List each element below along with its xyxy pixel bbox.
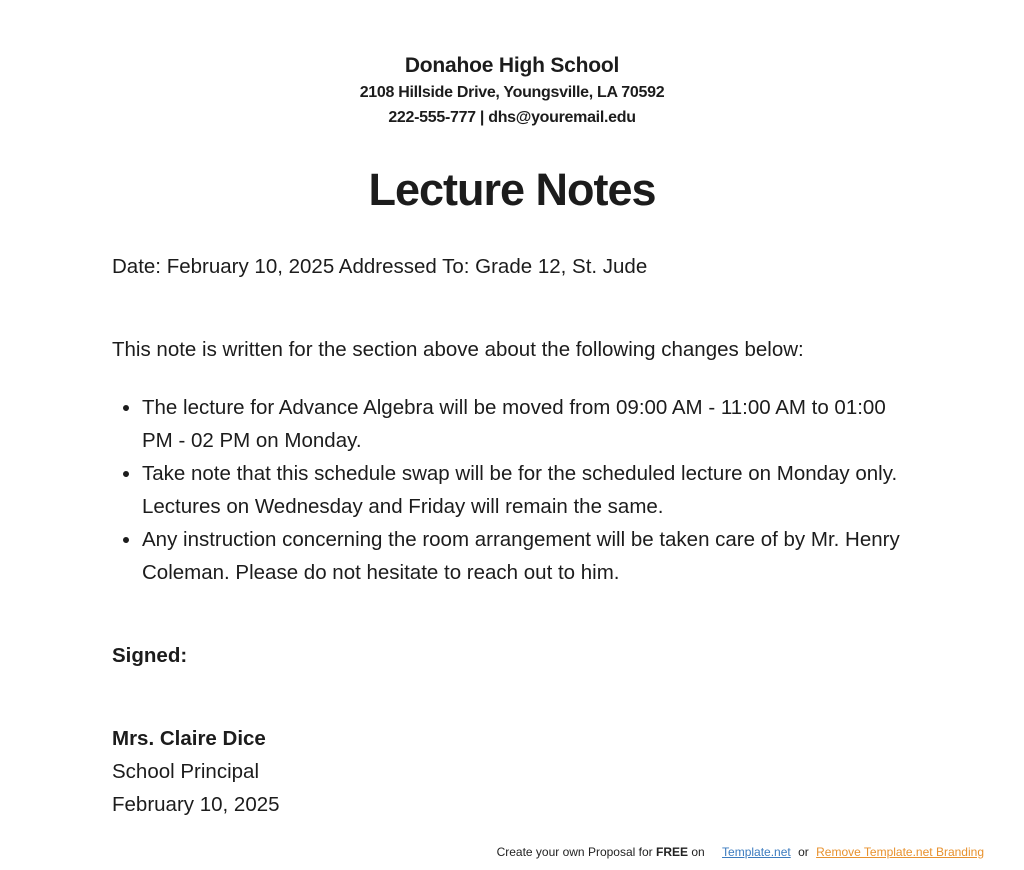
school-name: Donahoe High School bbox=[404, 54, 620, 77]
footer-free: FREE bbox=[655, 845, 688, 859]
footer-or: or bbox=[798, 845, 809, 859]
date-addressed-line: Date: February 10, 2025 Addressed To: Grade 12, St. Jude bbox=[112, 255, 648, 278]
list-item: • Any instruction concerning the room arrangement will be taken care of by Mr. Henry Coleman. Please do not hesitate to reach out to him. bbox=[142, 523, 917, 589]
signer-date: February 10, 2025 bbox=[112, 793, 280, 816]
letterhead bbox=[0, 52, 1024, 130]
signer-role: School Principal bbox=[112, 760, 259, 783]
signer-name: Mrs. Claire Dice bbox=[112, 727, 266, 750]
list-item: • The lecture for Advance Algebra will be moved from 09:00 AM - 11:00 AM to 01:00 PM - 02 PM on Monday. bbox=[142, 391, 917, 457]
footer-prefix: Create your own Proposal for bbox=[496, 845, 656, 859]
changes-list bbox=[112, 391, 917, 589]
template-footer bbox=[497, 843, 984, 861]
document-body bbox=[112, 250, 917, 821]
document-title: Lecture Notes bbox=[368, 164, 656, 215]
school-contact: 222-555-777 | dhs@youremail.edu bbox=[388, 109, 636, 126]
intro-paragraph: This note is written for the section above about the following changes below: bbox=[112, 338, 804, 361]
template-net-link[interactable]: Template.net bbox=[722, 845, 791, 859]
signed-label: Signed: bbox=[112, 644, 188, 667]
footer-on: on bbox=[688, 845, 705, 859]
list-item: • Take note that this schedule swap will be for the scheduled lecture on Monday only. Lectures on Wednesday and Friday will remain the same. bbox=[142, 457, 917, 523]
school-address: 2108 Hillside Drive, Youngsville, LA 70592 bbox=[359, 84, 665, 101]
remove-branding-link[interactable]: Remove Template.net Branding bbox=[816, 845, 984, 859]
